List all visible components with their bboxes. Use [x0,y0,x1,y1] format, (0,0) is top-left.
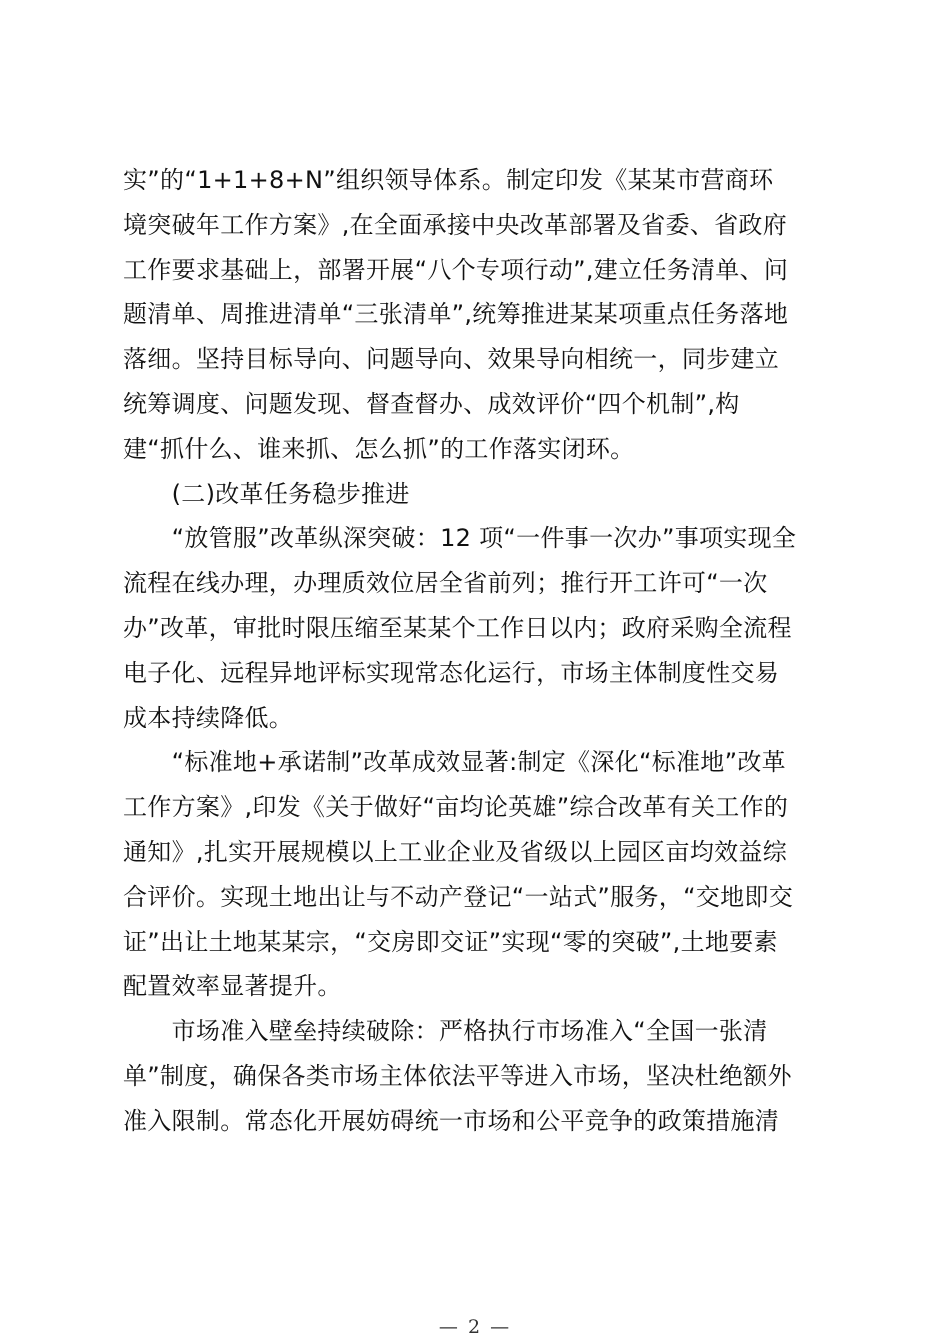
text-line: 统筹调度、问题发现、督查督办、成效评价“四个机制”,构 [123,389,740,418]
text-line: 单”制度，确保各类市场主体依法平等进入市场，坚决杜绝额外 [123,1061,792,1090]
page-number: — 2 — [438,1316,512,1338]
text-line: 配置效率显著提升。 [123,972,342,1001]
text-line: 境突破年工作方案》,在全面承接中央改革部署及省委、省政府 [123,210,788,239]
text-line: 通知》,扎实开展规模以上工业企业及省级以上园区亩均效益综 [123,837,788,866]
text-line: 实”的“1+1+8+N”组织领导体系。制定印发《某某市营商环 [123,166,774,194]
text-line: 工作方案》,印发《关于做好“亩均论英雄”综合改革有关工作的 [123,793,789,822]
text-line: “标准地+承诺制”改革成效显著:制定《深化“标准地”改革 [123,748,786,777]
text-line: “放管服”改革纵深突破：12 项“一件事一次办”事项实现全 [123,524,797,553]
text-line: 建“抓什么、谁来抓、怎么抓”的工作落实闭环。 [123,434,635,463]
text-line: 工作要求基础上，部署开展“八个专项行动”,建立任务清单、问 [123,255,789,284]
text-line: 流程在线办理，办理质效位居全省前列；推行开工许可“一次 [123,569,768,598]
section-heading: (二)改革任务稳步推进 [123,479,410,508]
text-line: 市场准入壁垒持续破除：严格执行市场准入“全国一张清 [123,1017,768,1046]
text-line: 证”出让土地某某宗，“交房即交证”实现“零的突破”,土地要素 [123,927,778,956]
body-text [123,158,835,1144]
text-line: 成本持续降低。 [123,703,294,732]
text-line: 落细。坚持目标导向、问题导向、效果导向相统一，同步建立 [123,345,780,374]
text-line: 题清单、周推进清单“三张清单”,统筹推进某某项重点任务落地 [123,300,789,329]
text-line: 合评价。实现土地出让与不动产登记“一站式”服务，“交地即交 [123,882,793,911]
text-line: 办”改革，审批时限压缩至某某个工作日以内；政府采购全流程 [123,613,792,642]
text-line: 准入限制。常态化开展妨碍统一市场和公平竞争的政策措施清 [123,1106,780,1135]
text-line: 电子化、远程异地评标实现常态化运行，市场主体制度性交易 [123,658,780,687]
